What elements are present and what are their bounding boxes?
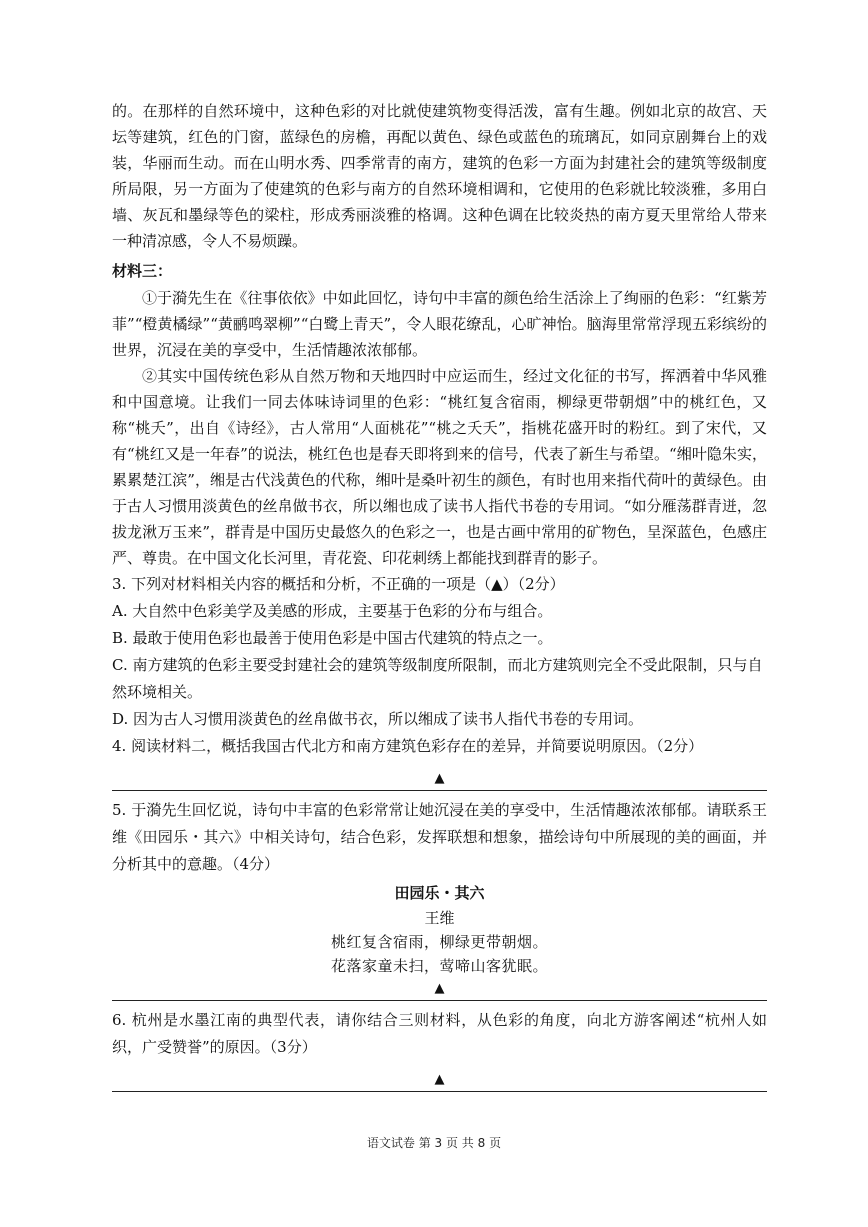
poem-author: 王维 [424, 909, 455, 927]
answer-triangle-icon: ▲ [434, 1072, 445, 1087]
question-3 [112, 571, 767, 733]
question-5 [112, 797, 767, 1001]
passage-continued: 的。在那样的自然环境中，这种色彩的对比就使建筑物变得活泼，富有生趣。例如北京的故宫、天坛等建筑，红色的门窗，蓝绿色的房檐，再配以黄色、绿色或蓝色的琉璃瓦，如同京剧舞台上的戏装，华丽而生动。而在山明水秀、四季常青的南方，建筑的色彩一方面为封建社会的建筑等级制度所局限，另一方面为了使建筑的色彩与南方的自然环境相调和，它使用的色彩就比较淡雅，多用白墙、灰瓦和墨绿等色的梁柱，形成秀丽淡雅的格调。这种色调在比较炎热的南方夏天里常给人带来一种清凉感，令人不易烦躁。 [112, 102, 767, 250]
answer-triangle-icon: ▲ [434, 981, 445, 996]
question-6 [112, 1007, 767, 1092]
poem-title: 田园乐・其六 [394, 884, 485, 902]
poem-block [112, 880, 767, 978]
question-6-stem: 6. 杭州是水墨江南的典型代表，请你结合三则材料，从色彩的角度，向北方游客阐述“杭州人如织，广受赞誉”的原因。（3分） [112, 1011, 767, 1056]
material3-heading: 材料三： [112, 262, 173, 280]
question-3-stem: 3. 下列对材料相关内容的概括和分析，不正确的一项是（▲）（2分） [112, 575, 565, 593]
question-6-answer-area[interactable] [112, 1061, 767, 1092]
question-3-option-a: A. 大自然中色彩美学及美感的形成，主要基于色彩的分布与组合。 [112, 602, 553, 620]
question-4-answer-area[interactable] [112, 760, 767, 791]
question-5-stem: 5. 于漪先生回忆说，诗句中丰富的色彩常常让她沉浸在美的享受中，生活情趣浓浓郁郁。请联系王维《田园乐・其六》中相关诗句，结合色彩，发挥联想和想象，描绘诗句中所展现的美的画面，并分析其中的意趣。（4分） [112, 801, 767, 873]
answer-triangle-icon: ▲ [434, 771, 445, 786]
poem-line-1: 桃红复含宿雨，柳绿更带朝烟。 [330, 933, 548, 951]
question-3-option-d: D. 因为古人习惯用淡黄色的丝帛做书衣，所以缃成了读书人指代书卷的专用词。 [112, 710, 644, 728]
question-3-option-c: C. 南方建筑的色彩主要受封建社会的建筑等级制度所限制，而北方建筑则完全不受此限制，只与自然环境相关。 [112, 656, 763, 701]
question-5-answer-area[interactable] [112, 978, 767, 1001]
question-4 [112, 733, 767, 791]
page-footer: 语文试卷 第 3 页 共 8 页 [366, 1136, 502, 1150]
exam-page [112, 98, 767, 1098]
question-3-option-b: B. 最敢于使用色彩也最善于使用色彩是中国古代建筑的特点之一。 [112, 629, 553, 647]
material3-paragraph-1: ①于漪先生在《往事依依》中如此回忆，诗句中丰富的颜色给生活涂上了绚丽的色彩：“红紫芳菲”“橙黄橘绿”“黄鹂鸣翠柳”“白鹭上青天”，令人眼花缭乱，心旷神怡。脑海里常常浮现五彩缤纷的世界，沉浸在美的享受中，生活情趣浓浓郁郁。 [112, 289, 767, 359]
material3-paragraph-2: ②其实中国传统色彩从自然万物和天地四时中应运而生，经过文化征的书写，挥洒着中华风雅和中国意境。让我们一同去体味诗词里的色彩：“桃红复含宿雨，柳绿更带朝烟”中的桃红色，又称“桃夭”，出自《诗经》，古人常用“人面桃花”“桃之夭夭”，指桃花盛开时的粉红。到了宋代，又有“桃红又是一年春”的说法，桃红色也是春天即将到来的信号，代表了新生与希望。“缃叶隐朱实，累累楚江滨”，缃是古代浅黄色的代称，缃叶是桑叶初生的颜色，有时也用来指代荷叶的黄绿色。由于古人习惯用淡黄色的丝帛做书衣，所以缃也成了读书人指代书卷的专用词。“如分雁荡群青迸，忽拔龙湫万玉来”，群青是中国历史最悠久的色彩之一，也是古画中常用的矿物色，呈深蓝色，色感庄严、尊贵。在中国文化长河里，青花瓷、印花刺绣上都能找到群青的影子。 [112, 367, 767, 567]
poem-line-2: 花落家童未扫，莺啼山客犹眠。 [330, 957, 548, 975]
question-4-stem: 4. 阅读材料二，概括我国古代北方和南方建筑色彩存在的差异，并简要说明原因。（2分） [112, 737, 704, 755]
